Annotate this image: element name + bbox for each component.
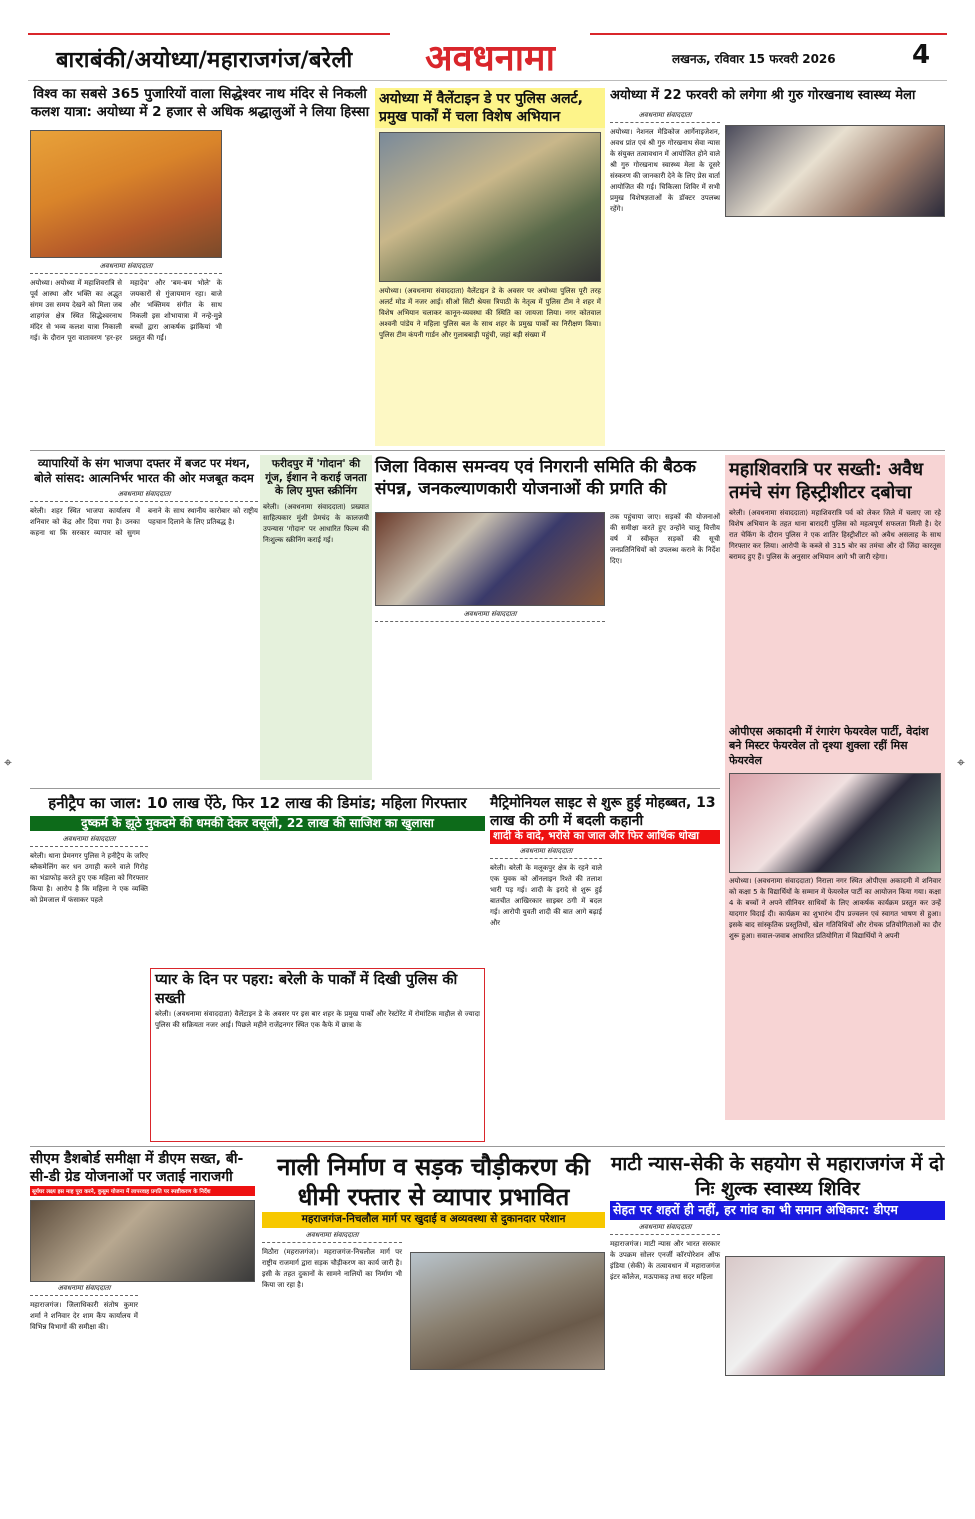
article-cm-body <box>30 1284 138 1333</box>
headline: ओपीएस अकादमी में रंगारंग फेयरवेल पार्टी, वेदांश बने मिस्टर फेयरवेल तो दृश्या शुक्ला रहीं मिस फेयरवेल <box>729 725 929 767</box>
article-camp-body <box>610 1223 720 1283</box>
byline: अवधनामा संवाददाता <box>30 262 222 274</box>
issue-date: लखनऊ, रविवार 15 फरवरी 2026 <box>672 52 836 66</box>
byline: अवधनामा संवाददाता <box>30 835 148 847</box>
divider <box>30 1146 945 1147</box>
article-body: महाराजगंज। जिलाधिकारी संतोष कुमार शर्मा ने शनिवार देर शाम कैंप कार्यालय में विभिन्न विभागों की समीक्षा की। <box>30 1301 138 1332</box>
byline: अवधनामा संवाददाता <box>30 1284 138 1296</box>
logo-text: अवधनामा <box>425 37 555 79</box>
subheadline: महराजगंज-निचलौल मार्ग पर खुदाई व अव्यवस्था से दुकानदार परेशान <box>262 1212 605 1228</box>
byline: अवधनामा संवाददाता <box>262 1231 402 1243</box>
article-valentine-ayodhya <box>375 88 605 446</box>
article-kalash-body <box>30 262 222 344</box>
byline: अवधनामा संवाददाता <box>490 847 602 859</box>
photo-road-construction <box>410 1252 605 1370</box>
byline: अवधनामा संवाददाता <box>30 490 258 502</box>
article-body: बरेली। (अवधनामा संवाददाता) वैलेंटाइन डे के अवसर पर इस बार शहर के प्रमुख पार्कों और रेस्टोरेंट में रोमांटिक माहौल से ज्यादा पुलिस की सक्रियता नजर आई। पिछले महीने राजेंद्रनगर स्थित एक कैफे में छात्रा के <box>155 1009 480 1029</box>
registration-mark-icon: ⌖ <box>957 755 965 771</box>
article-body: महाराजगंज। माटी न्यास और भारत सरकार के उपक्रम सोलर एनर्जी कॉरपोरेशन ऑफ इंडिया (सेकी) के तत्वावधान में महाराजगंज इंटर कॉलेज, मऊपाकड़ तथा सदर महिला <box>610 1239 720 1281</box>
article-body: बरेली। थाना प्रेमनगर पुलिस ने हनीट्रैप के जरिए ब्लैकमेलिंग कर धन उगाही करने वाले गिरोह का भंडाफोड़ करते हुए एक महिला को गिरफ्तार किया है। आरोप है कि महिला ने एक व्यक्ति को प्रेमजाल में फंसाकर पहले <box>30 852 148 905</box>
article-body: अयोध्या। (अवधनामा संवाददाता) वैलेंटाइन डे के अवसर पर अयोध्या पुलिस पूरी तरह अलर्ट मोड में नजर आई। सीओ सिटी श्रेयस त्रिपाठी के नेतृत्व में पुलिस टीम ने शहर में विशेष अभियान चलाकर कानून-व्यवस्था की स्थिति का जायजा लिया। नगर कोतवाल अश्वनी पांडेय ने महिला पुलिस बल के साथ शहर के प्रमुख पार्कों का निरीक्षण किया। पुलिस टीम कंपनी गार्डन और गुलाबबाड़ी पहुंची, जहां बड़ी संख्या में <box>379 287 601 340</box>
headline: फरीदपुर में 'गोदान' की गूंज, ईशान ने कराई जनता के लिए मुफ्त स्क्रीनिंग <box>265 458 367 498</box>
article-body: बरेली। (अवधनामा संवाददाता) महाशिवरात्रि पर्व को लेकर जिले में चलाए जा रहे विशेष अभियान के तहत थाना बारादरी पुलिस को महत्वपूर्ण सफलता मिली है। देर रात चेकिंग के दौरान पुलिस ने एक शातिर हिस्ट्रीशीटर को अवैध असलाह के साथ गिरफ्तार कर लिया। आरोपी के कब्जे से 315 बोर का तमंचा और दो जिंदा कारतूस बरामद हुए हैं। पुलिस के अनुसार अभियान आगे भी जारी रहेगा। <box>729 508 941 561</box>
article-body: मिठौरा (महराजगंज)। महराजगंज-निचलौल मार्ग पर राष्ट्रीय राजमार्ग द्वारा सड़क चौड़ीकरण का कार्य जारी है। इसी के तहत दुकानों के सामने नालियों का निर्माण भी किया जा रहा है। <box>262 1247 402 1289</box>
photo-press-conference <box>725 125 945 217</box>
article-kalash-yatra <box>30 86 370 121</box>
byline: अवधनामा संवाददाता <box>375 610 605 622</box>
newspaper-logo <box>390 32 590 82</box>
section-title: बाराबंकी/अयोध्या/महाराजगंज/बरेली <box>56 48 353 73</box>
article-body: अयोध्या। अयोध्या में महाशिवरात्रि से पूर्व आस्था और भक्ति का अद्भुत संगम उस समय देखने को मिला जब शाहगंज क्षेत्र स्थित सिद्धेश्वरनाथ मंदिर से भव्य कलश यात्रा निकाली गई। के दौरान पूरा वातावरण 'हर-हर महादेव' और 'बम-बम भोले' के जयकारों से गुंजायमान रहा। बाजे और भक्तिमय संगीत के साथ निकली इस शोभायात्रा में नन्हे-मुन्ने बच्चों द्वारा आकर्षक झांकियां भी प्रस्तुत की गईं। <box>30 279 222 342</box>
registration-mark-icon: ⌖ <box>4 755 12 771</box>
headline: व्यापारियों के संग भाजपा दफ्तर में बजट पर मंथन, बोले सांसद: आत्मनिर्भर भारत की ओर मजबूत कदम <box>34 456 254 485</box>
article-body: बरेली। (अवधनामा संवाददाता) प्रख्यात साहित्यकार मुंशी प्रेमचंद के कालजयी उपन्यास 'गोदान' पर आधारित फिल्म की निःशुल्क स्क्रीनिंग कराई गई। <box>263 502 369 544</box>
article-valentine-bareilly <box>150 968 485 1142</box>
article-honeytrap <box>30 794 485 906</box>
photo-dm-review <box>30 1200 255 1282</box>
article-body: अयोध्या। (अवधनामा संवाददाता) निराला नगर स्थित ओपीएस अकादमी में शनिवार को कक्षा 5 के विद्यार्थियों के सम्मान में फेयरवेल पार्टी का आयोजन किया गया। कक्षा 4 के बच्चों ने अपने सीनियर साथियों के लिए आकर्षक कार्यक्रम प्रस्तुत कर उन्हें यादगार विदाई दी। कार्यक्रम का शुभारंभ दीप प्रज्वलन एवं स्वागत भाषण से हुआ। इसके बाद सांस्कृतिक प्रस्तुतियों, खेल गतिविधियों और रोचक प्रतियोगिताओं का दौर शुरू हुआ। सवाल-जवाब आधारित प्रतियोगिता में विद्यार्थियों ने अपनी <box>729 876 941 940</box>
subheadline: शादी के वादे, भरोसे का जाल और फिर आर्थिक धोखा <box>490 830 720 844</box>
article-mahashivratri-arrest <box>725 455 945 1120</box>
article-ops-farewell <box>725 723 945 942</box>
subheadline: सूर्यघर लक्ष्य इस माह पूरा करने, कुसुम योजना में लापरवाह प्रगति पर स्पष्टीकरण के निर्देश <box>30 1186 255 1196</box>
photo-kalash-yatra <box>30 130 222 258</box>
article-cm-dashboard <box>30 1150 255 1333</box>
article-body: अयोध्या। नेशनल मेडिकोज आर्गेनाइजेशन, अवध प्रांत एवं श्री गुरु गोरखनाथ सेवा न्यास के संयुक्त तत्वावधान में आयोजित होने वाले श्री गुरु गोरखनाथ स्वास्थ्य मेला के दूसरे संस्करण की जानकारी देने के लिए प्रेस वार्ता आयोजित की गई। चिकित्सा शिविर में सभी प्रमुख विशेषज्ञताओं के डॉक्टर उपलब्ध रहेंगे। <box>610 127 720 213</box>
article-body: बरेली। बरेली के मलूकपुर क्षेत्र के रहने वाले एक युवक को ऑनलाइन रिश्ते की तलाश भारी पड़ गई। शादी के इरादे से शुरू हुई बातचीत आखिरकार साइबर ठगी में बदल गई। आरोपी युवती शादी की बात आगे बढ़ाई और <box>490 864 602 928</box>
article-godan-screening <box>260 455 372 780</box>
photo-health-camp <box>725 1256 945 1376</box>
article-matrimonial-fraud <box>490 794 720 929</box>
headline: प्यार के दिन पर पहरा: बरेली के पार्कों में दिखी पुलिस की सख्ती <box>155 972 458 1007</box>
article-district-meeting <box>375 456 720 500</box>
masthead-bottom-rule <box>28 80 947 81</box>
article-district-byline-wrap <box>375 610 605 626</box>
headline: अयोध्या में 22 फरवरी को लगेगा श्री गुरु गोरखनाथ स्वास्थ्य मेला <box>610 88 916 103</box>
headline: विश्व का सबसे 365 पुजारियों वाला सिद्धेश्वर नाथ मंदिर से निकली कलश यात्रा: अयोध्या में 2 हजार से अधिक श्रद्धालुओं ने लिया हिस्सा <box>30 86 370 120</box>
byline: अवधनामा संवाददाता <box>610 1223 720 1235</box>
headline: मैट्रिमोनियल साइट से शुरू हुई मोहब्बत, 13 लाख की ठगी में बदली कहानी <box>490 795 716 830</box>
headline: माटी न्यास-सेकी के सहयोग से महाराजगंज में दो निः शुल्क स्वास्थ्य शिविर <box>610 1153 945 1200</box>
headline: नाली निर्माण व सड़क चौड़ीकरण की धीमी रफ्तार से व्यापार प्रभावित <box>277 1153 590 1211</box>
article-bjp-budget <box>30 456 258 539</box>
page-number: 4 <box>912 40 931 70</box>
divider <box>30 450 945 451</box>
subheadline: सेहत पर शहरों ही नहीं, हर गांव का भी समान अधिकार: डीएम <box>610 1201 945 1219</box>
headline: अयोध्या में वैलेंटाइन डे पर पुलिस अलर्ट, प्रमुख पार्कों में चला विशेष अभियान <box>375 88 605 128</box>
headline: जिला विकास समन्वय एवं निगरानी समिति की बैठक संपन्न, जनकल्याणकारी योजनाओं की प्रगति की <box>375 457 696 500</box>
headline: हनीट्रैप का जाल: 10 लाख ऐंठे, फिर 12 लाख की डिमांड; महिला गिरफ्तार <box>48 794 467 812</box>
headline: सीएम डैशबोर्ड समीक्षा में डीएम सख्त, बी-सी-डी ग्रेड योजनाओं पर जताई नाराजगी <box>30 1151 244 1186</box>
photo-police-patrol <box>379 132 601 282</box>
photo-meeting <box>375 512 605 606</box>
headline: महाशिवरात्रि पर सख्ती: अवैध तमंचे संग हिस्ट्रीशीटर दबोचा <box>729 459 924 504</box>
article-honeytrap-body <box>30 835 148 906</box>
article-matrimonial-body <box>490 847 602 929</box>
article-body: बरेली। शहर स्थित भाजपा कार्यालय में शनिवार को केंद्र और दिया गया है। उनका कहना था कि सरकार व्यापार को सुगम बनाने के साथ स्थानीय कारोबार को राष्ट्रीय पहचान दिलाने के लिए प्रतिबद्ध है। <box>30 506 258 537</box>
divider <box>30 788 720 789</box>
byline: अवधनामा संवाददाता <box>610 111 720 123</box>
article-health-body <box>610 111 720 215</box>
article-body: तक पहुंचाया जाए। सड़कों की योजनाओं की समीक्षा करते हुए उन्होंने चालू वित्तीय वर्ष में स्वीकृत सड़कों की सूची जनप्रतिनिधियों को उपलब्ध कराने के निर्देश दिए। <box>610 513 720 565</box>
subheadline: दुष्कर्म के झूठे मुकदमे की धमकी देकर वसूली, 22 लाख की साजिश का खुलासा <box>30 816 485 832</box>
photo-farewell <box>729 773 941 873</box>
